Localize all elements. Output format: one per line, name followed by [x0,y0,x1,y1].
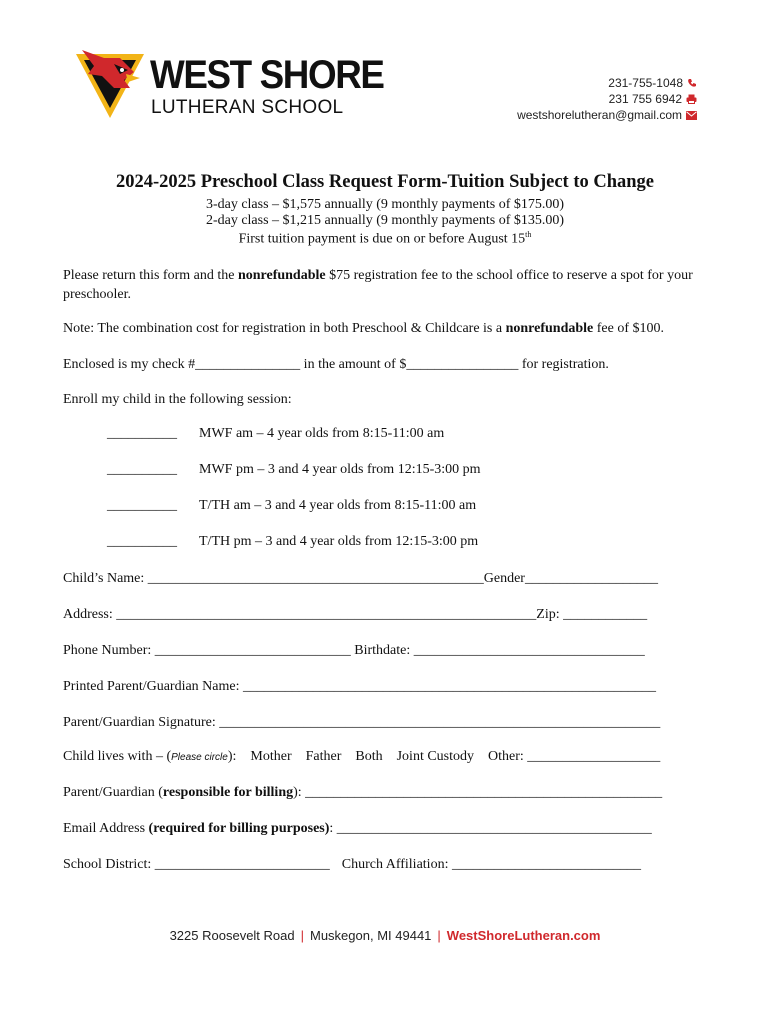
phone-icon [687,78,697,88]
phone-row [517,75,697,91]
session-option[interactable]: __________ T/TH pm – 3 and 4 year olds from 12:15-3:00 pm [107,534,479,549]
session-option[interactable]: __________ MWF am – 4 year olds from 8:15-11:00 am [107,426,445,441]
child-name-field[interactable]: Child’s Name: ________________________________________________Gender___________________ [63,571,658,586]
return-instructions: Please return this form and the nonrefundable $75 registration fee to the school office to reserve a spot for your preschooler. [63,268,693,302]
phone-number[interactable]: 231-755-1048 [608,76,683,90]
combination-note: Note: The combination cost for registration in both Preschool & Childcare is a nonrefundable fee of $100. [63,321,665,336]
enroll-heading: Enroll my child in the following session: [63,392,292,407]
contact-block [517,75,697,123]
footer-city: Muskegon, MI 49441 [310,928,432,943]
session-option[interactable]: __________ T/TH am – 3 and 4 year olds from 8:15-11:00 am [107,498,477,513]
address-field[interactable]: Address: ____________________________________________________________Zip: ____________ [63,607,648,622]
email-field[interactable]: Email Address (required for billing purposes): _____________________________________________ [63,821,652,836]
fee-3day: 3-day class – $1,575 annually (9 monthly payments of $175.00) [205,197,565,212]
fee-2day: 2-day class – $1,215 annually (9 monthly payments of $135.00) [205,213,565,228]
option-father[interactable]: Father [305,749,342,764]
session-option[interactable]: __________ MWF pm – 3 and 4 year olds from 12:15-3:00 pm [107,462,481,477]
email-address[interactable]: westshorelutheran@gmail.com [517,108,682,122]
option-joint-custody[interactable]: Joint Custody [396,749,475,764]
fax-number: 231 755 6942 [608,92,682,106]
fax-icon [686,94,697,104]
school-district-field[interactable]: School District: _________________________ [63,857,330,872]
check-line[interactable]: Enclosed is my check #_______________ in the amount of $________________ for registration. [63,357,609,372]
footer-website-link[interactable]: WestShoreLutheran.com [446,928,601,943]
email-icon [686,111,697,120]
option-mother[interactable]: Mother [250,749,292,764]
billing-parent-field[interactable]: Parent/Guardian (responsible for billing): ___________________________________________________ [63,785,663,800]
district-church-field[interactable] [63,855,641,874]
footer-street: 3225 Roosevelt Road [169,928,295,943]
school-logo [74,48,384,120]
first-payment-note: First tuition payment is due on or before August 15th [238,230,532,247]
footer-separator: | [437,928,441,943]
school-name: WEST SHORE [150,53,384,97]
option-both[interactable]: Both [355,749,383,764]
cardinal-logo-icon [74,48,146,120]
printed-parent-field[interactable]: Printed Parent/Guardian Name: ___________________________________________________________ [63,679,657,694]
signature-field[interactable]: Parent/Guardian Signature: _______________________________________________________________ [63,715,661,730]
fax-row [517,91,697,107]
email-row [517,107,697,123]
footer-separator: | [300,928,304,943]
option-other[interactable]: Other: ___________________ [488,749,661,764]
phone-birthdate-field[interactable]: Phone Number: ____________________________ Birthdate: _________________________________ [63,643,645,658]
lives-with-field[interactable]: Child lives with – (Please circle): Mother Father Both Joint Custody Other: ___________________ [63,749,661,764]
school-name-sub: LUTHERAN SCHOOL [151,97,344,118]
footer [0,928,770,943]
form-title: 2024-2025 Preschool Class Request Form-Tuition Subject to Change [115,172,655,192]
church-affiliation-field[interactable]: Church Affiliation: ___________________________ [341,857,641,872]
